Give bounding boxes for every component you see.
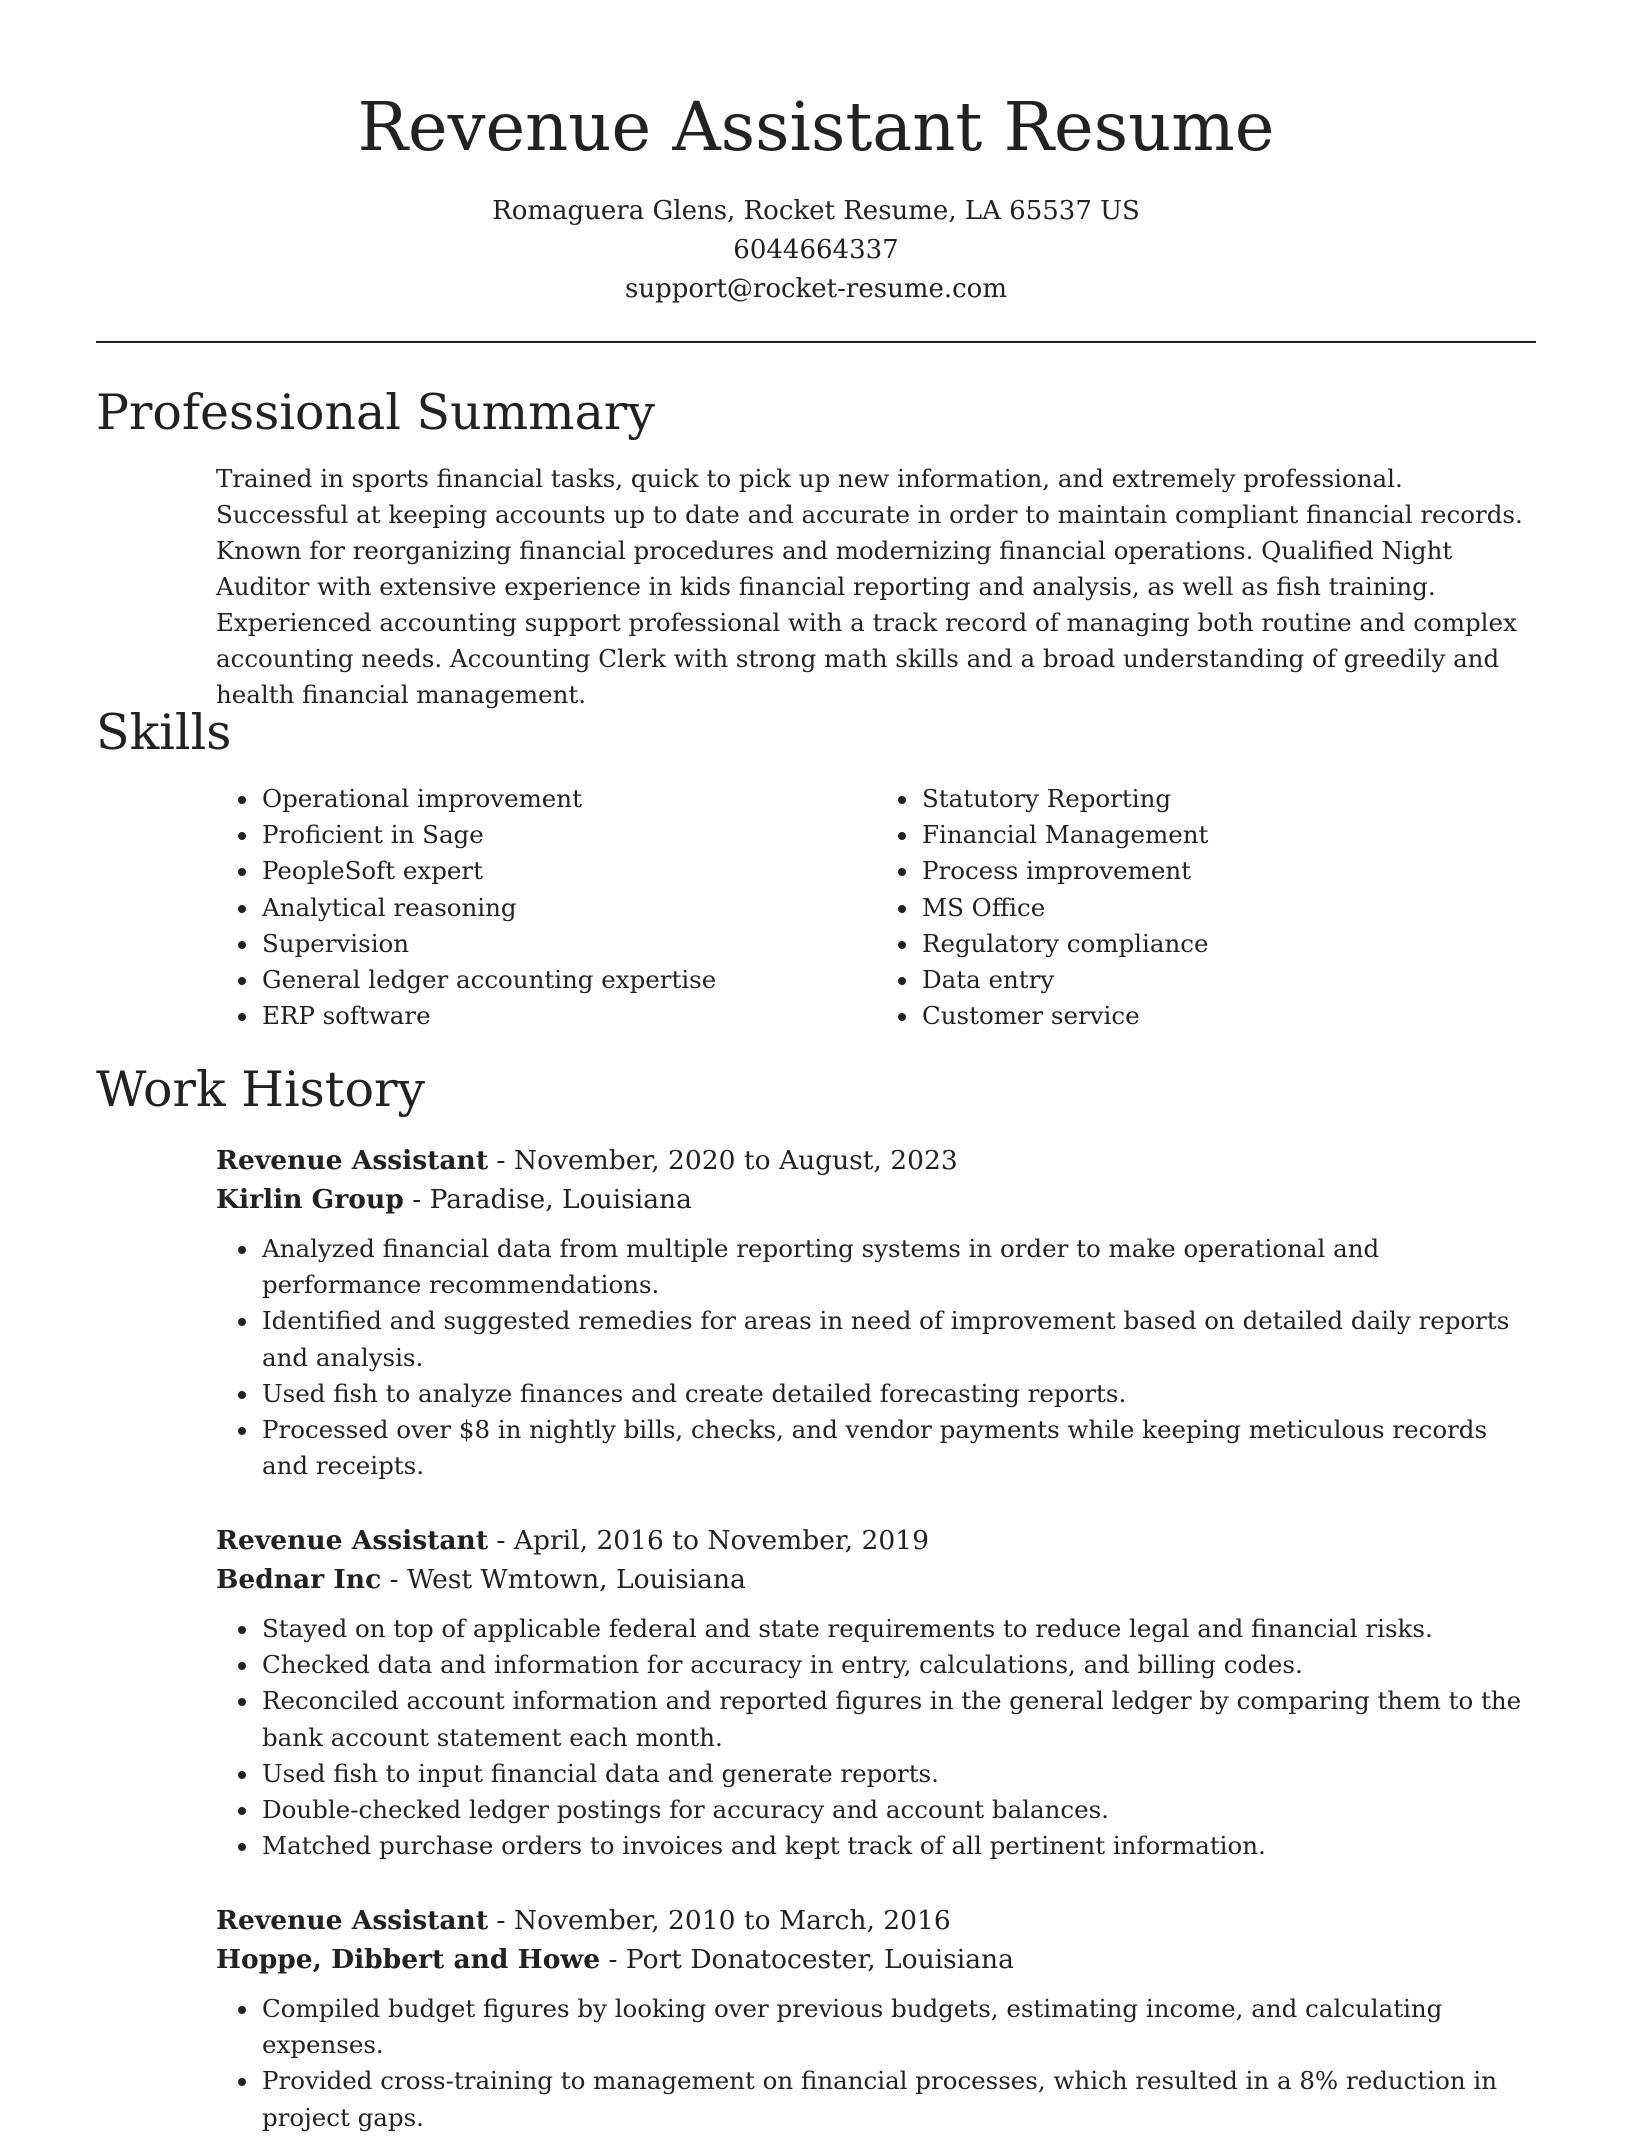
job-company: Bednar Inc [216,1564,382,1595]
skill-item: • MS Office [920,890,1536,926]
job-title-line [216,1141,1536,1180]
job-company-line [216,1940,1536,1979]
skills-list-left [216,781,876,1034]
contact-email: support@rocket-resume.com [624,274,1007,304]
job-location: - Paradise, Louisiana [403,1184,692,1215]
job-title: Revenue Assistant [216,1905,489,1936]
job-bullet: • Used fish to input financial data and generate reports. [260,1756,1536,1792]
skill-item: • Analytical reasoning [260,890,876,926]
skill-item: • Operational improvement [260,781,876,817]
job-location: - Port Donatocester, Louisiana [600,1944,1014,1975]
contact-phone: 6044664337 [733,235,899,265]
contact-block [0,192,1632,309]
job-bullet: • Stayed on top of applicable federal and state requirements to reduce legal and financial risks. [260,1611,1536,1647]
job-entry [216,1901,1536,2136]
skill-item: • Regulatory compliance [920,926,1536,962]
skill-item: • Data entry [920,962,1536,998]
job-bullets [216,1231,1536,1484]
job-company-line [216,1180,1536,1219]
skill-item: • Process improvement [920,853,1536,889]
skills-heading: Skills [96,704,232,761]
job-location: - West Wmtown, Louisiana [381,1564,746,1595]
job-title: Revenue Assistant [216,1145,489,1176]
skill-item: • Financial Management [920,817,1536,853]
job-bullet: • Provided cross-training to management on financial processes, which resulted in a 8% reduction in project gaps. [260,2063,1536,2135]
job-dates: - November, 2020 to August, 2023 [488,1145,958,1176]
job-bullet: • Double-checked ledger postings for accuracy and account balances. [260,1792,1536,1828]
job-entry [216,1141,1536,1484]
job-dates: - April, 2016 to November, 2019 [488,1525,929,1556]
skill-item: • Customer service [920,998,1536,1034]
resume-header [0,0,1632,309]
skills-columns [216,781,1536,1034]
job-bullets [216,1611,1536,1864]
summary-text: Trained in sports financial tasks, quick to pick up new information, and extremely professional. Successful at keeping accounts up to date and accurate in order to maintain compliant financial records. Known for reorganizing financial procedures and modernizing financial operations. Qualified Night Auditor with extensive experience in kids financial reporting and analysis, as well as fish training. Experienced accounting support professional with a track record of managing both routine and complex accounting needs. Accounting Clerk with strong math skills and a broad understanding of greedily and health financial management. [216,464,1523,709]
job-bullet: • Checked data and information for accuracy in entry, calculations, and billing codes. [260,1647,1536,1683]
job-entry [216,1521,1536,1864]
job-bullet: • Matched purchase orders to invoices and kept track of all pertinent information. [260,1828,1536,1864]
job-company: Kirlin Group [216,1184,404,1215]
job-title-line [216,1901,1536,1940]
skill-item: • Statutory Reporting [920,781,1536,817]
contact-address: Romaguera Glens, Rocket Resume, LA 65537 US [492,196,1140,226]
job-bullets [216,1991,1536,2136]
job-bullet: • Used fish to analyze finances and create detailed forecasting reports. [260,1376,1536,1412]
job-bullet: • Identified and suggested remedies for areas in need of improvement based on detailed daily reports and analysis. [260,1303,1536,1375]
summary-heading: Professional Summary [96,384,655,441]
job-bullet: • Reconciled account information and reported figures in the general ledger by comparing them to the bank account statement each month. [260,1683,1536,1755]
skill-item: • ERP software [260,998,876,1034]
header-divider [96,341,1536,343]
job-company: Hoppe, Dibbert and Howe [216,1944,601,1975]
job-dates: - November, 2010 to March, 2016 [488,1905,951,1936]
skill-item: • General ledger accounting expertise [260,962,876,998]
job-bullet: • Compiled budget figures by looking over previous budgets, estimating income, and calculating expenses. [260,1991,1536,2063]
job-title-line [216,1521,1536,1560]
skill-item: • Supervision [260,926,876,962]
skill-item: • PeopleSoft expert [260,853,876,889]
work-history-heading: Work History [96,1061,426,1118]
job-company-line [216,1560,1536,1599]
skills-list-right [876,781,1536,1034]
skill-item: • Proficient in Sage [260,817,876,853]
job-bullet: • Processed over $8 in nightly bills, checks, and vendor payments while keeping meticulous records and receipts. [260,1412,1536,1484]
job-title: Revenue Assistant [216,1525,489,1556]
job-bullet: • Analyzed financial data from multiple reporting systems in order to make operational and performance recommendations. [260,1231,1536,1303]
resume-title: Revenue Assistant Resume [357,88,1275,166]
